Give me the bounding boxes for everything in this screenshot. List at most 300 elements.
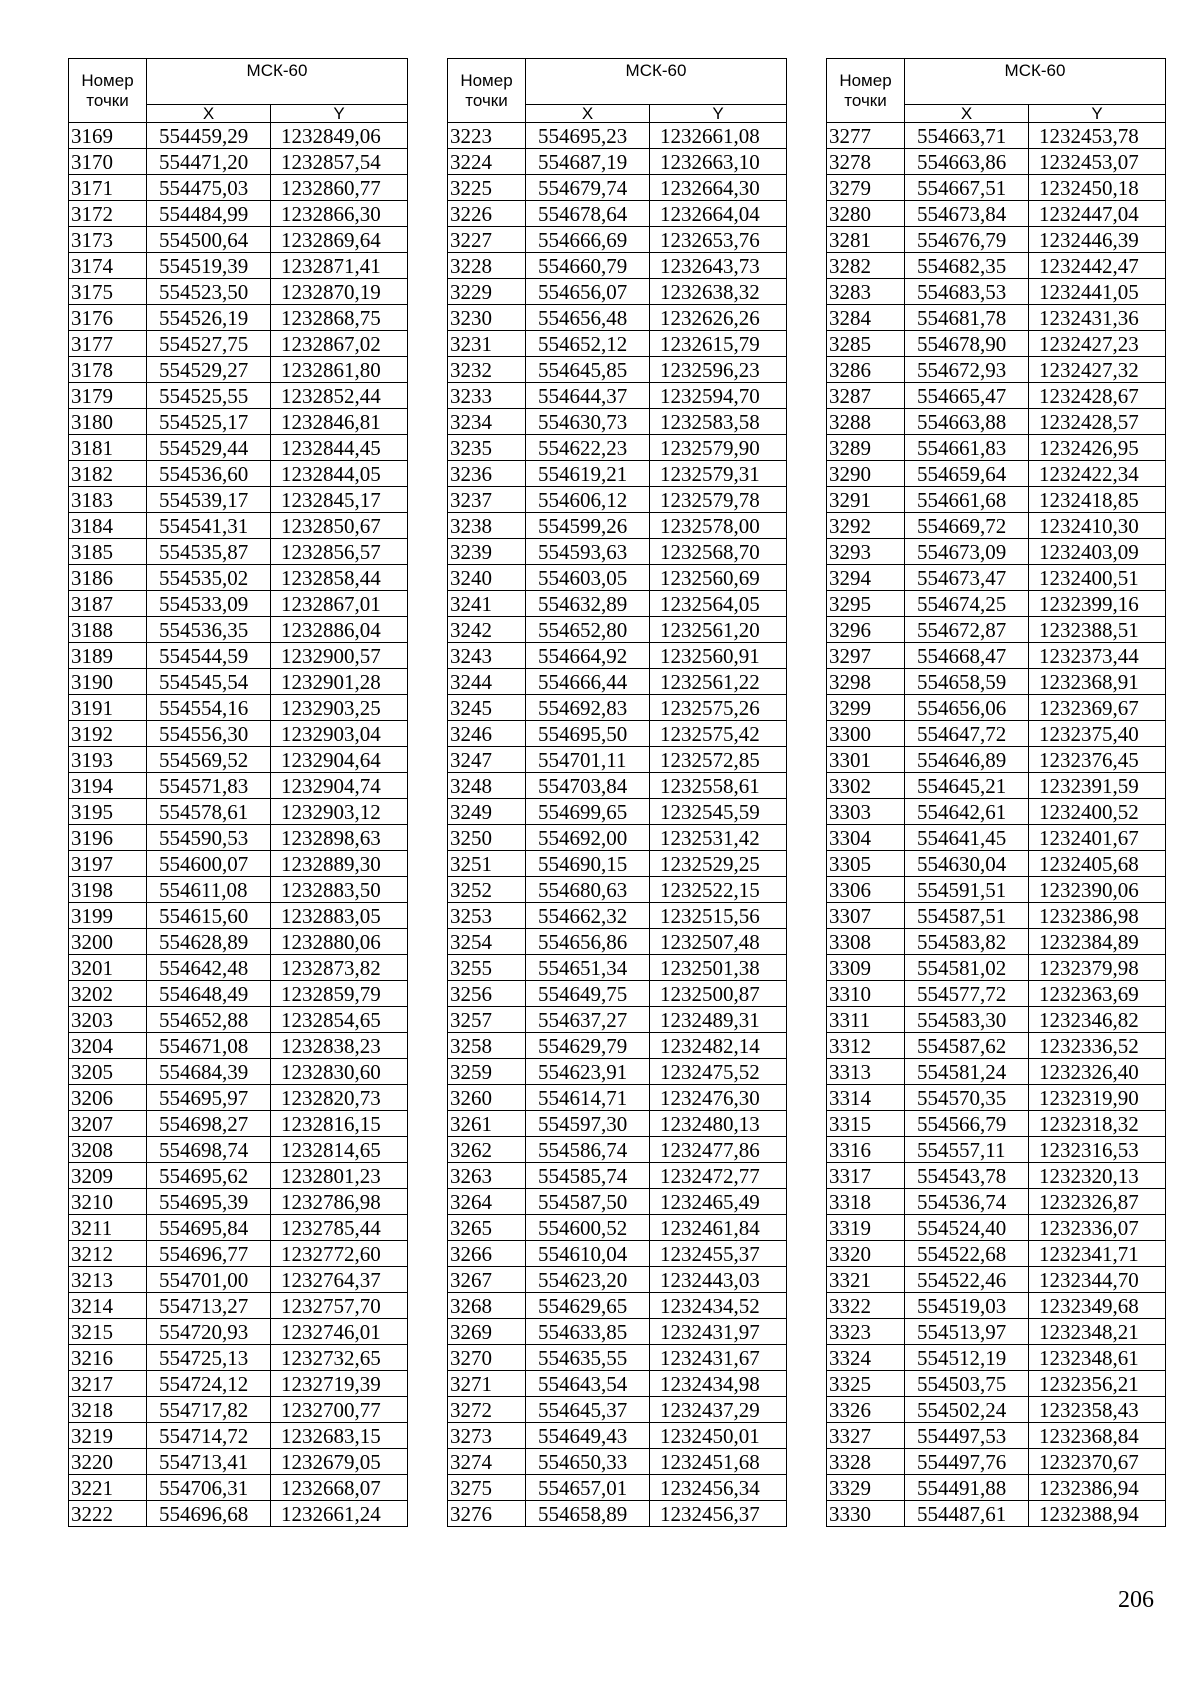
table-row <box>69 1345 408 1371</box>
table-row <box>448 331 787 357</box>
x-coordinate-cell: 554585,74 <box>526 1163 650 1189</box>
x-coordinate-cell: 554678,64 <box>526 201 650 227</box>
x-coordinate-cell: 554663,86 <box>905 149 1029 175</box>
x-coordinate-cell: 554643,54 <box>526 1371 650 1397</box>
point-number-cell: 3290 <box>827 461 905 487</box>
point-number-cell: 3300 <box>827 721 905 747</box>
coordinates-table-3 <box>826 58 1166 1527</box>
x-coordinate-cell: 554491,88 <box>905 1475 1029 1501</box>
y-coordinate-cell: 1232348,21 <box>1029 1319 1166 1345</box>
table-row <box>827 1475 1166 1501</box>
table-row <box>448 825 787 851</box>
x-coordinate-cell: 554569,52 <box>147 747 271 773</box>
table-row <box>69 851 408 877</box>
point-number-cell: 3328 <box>827 1449 905 1475</box>
x-coordinate-cell: 554586,74 <box>526 1137 650 1163</box>
table-row <box>69 513 408 539</box>
table-row <box>448 1189 787 1215</box>
y-coordinate-cell: 1232904,64 <box>271 747 408 773</box>
table-row <box>448 201 787 227</box>
table-row <box>827 695 1166 721</box>
x-coordinate-cell: 554536,60 <box>147 461 271 487</box>
x-coordinate-cell: 554619,21 <box>526 461 650 487</box>
y-coordinate-cell: 1232583,58 <box>650 409 787 435</box>
y-coordinate-cell: 1232820,73 <box>271 1085 408 1111</box>
x-coordinate-cell: 554651,34 <box>526 955 650 981</box>
x-coordinate-cell: 554529,44 <box>147 435 271 461</box>
point-number-cell: 3228 <box>448 253 526 279</box>
table-row <box>448 1007 787 1033</box>
table-row <box>448 1033 787 1059</box>
x-coordinate-cell: 554695,62 <box>147 1163 271 1189</box>
table-row <box>448 591 787 617</box>
y-coordinate-cell: 1232700,77 <box>271 1397 408 1423</box>
y-coordinate-cell: 1232560,91 <box>650 643 787 669</box>
y-coordinate-cell: 1232838,23 <box>271 1033 408 1059</box>
y-coordinate-cell: 1232568,70 <box>650 539 787 565</box>
y-coordinate-cell: 1232772,60 <box>271 1241 408 1267</box>
x-coordinate-cell: 554600,52 <box>526 1215 650 1241</box>
y-coordinate-cell: 1232545,59 <box>650 799 787 825</box>
table-row <box>827 279 1166 305</box>
crs-header: МСК-60 <box>905 59 1166 105</box>
table-row <box>69 123 408 149</box>
point-number-cell: 3199 <box>69 903 147 929</box>
table-row <box>827 1033 1166 1059</box>
y-coordinate-cell: 1232472,77 <box>650 1163 787 1189</box>
x-coordinate-cell: 554659,64 <box>905 461 1029 487</box>
table-row <box>69 149 408 175</box>
y-coordinate-cell: 1232500,87 <box>650 981 787 1007</box>
y-coordinate-cell: 1232871,41 <box>271 253 408 279</box>
y-coordinate-cell: 1232880,06 <box>271 929 408 955</box>
x-coordinate-cell: 554656,06 <box>905 695 1029 721</box>
table-row <box>827 955 1166 981</box>
x-coordinate-cell: 554635,55 <box>526 1345 650 1371</box>
point-number-cell: 3220 <box>69 1449 147 1475</box>
table-row <box>69 1423 408 1449</box>
x-coordinate-cell: 554637,27 <box>526 1007 650 1033</box>
point-number-cell: 3309 <box>827 955 905 981</box>
point-number-cell: 3219 <box>69 1423 147 1449</box>
point-number-cell: 3179 <box>69 383 147 409</box>
x-coordinate-cell: 554628,89 <box>147 929 271 955</box>
y-coordinate-cell: 1232455,37 <box>650 1241 787 1267</box>
x-coordinate-cell: 554590,53 <box>147 825 271 851</box>
table-row <box>448 721 787 747</box>
table-row <box>827 1397 1166 1423</box>
table-row <box>448 903 787 929</box>
table-row <box>827 435 1166 461</box>
table-row <box>69 279 408 305</box>
point-number-cell: 3299 <box>827 695 905 721</box>
y-coordinate-cell: 1232814,65 <box>271 1137 408 1163</box>
x-coordinate-cell: 554513,97 <box>905 1319 1029 1345</box>
point-number-cell: 3249 <box>448 799 526 825</box>
y-coordinate-cell: 1232844,05 <box>271 461 408 487</box>
point-number-cell: 3197 <box>69 851 147 877</box>
y-coordinate-cell: 1232561,22 <box>650 669 787 695</box>
x-coordinate-cell: 554678,90 <box>905 331 1029 357</box>
point-number-cell: 3244 <box>448 669 526 695</box>
table-row <box>69 1241 408 1267</box>
table-row <box>827 1189 1166 1215</box>
point-number-cell: 3222 <box>69 1501 147 1527</box>
point-number-cell: 3223 <box>448 123 526 149</box>
y-coordinate-cell: 1232903,12 <box>271 799 408 825</box>
y-coordinate-cell: 1232830,60 <box>271 1059 408 1085</box>
point-number-cell: 3265 <box>448 1215 526 1241</box>
table-row <box>448 851 787 877</box>
table-row <box>827 617 1166 643</box>
x-coordinate-cell: 554583,30 <box>905 1007 1029 1033</box>
x-coordinate-cell: 554642,48 <box>147 955 271 981</box>
y-coordinate-cell: 1232426,95 <box>1029 435 1166 461</box>
y-coordinate-cell: 1232456,34 <box>650 1475 787 1501</box>
y-coordinate-cell: 1232410,30 <box>1029 513 1166 539</box>
table-row <box>69 1189 408 1215</box>
y-coordinate-cell: 1232431,67 <box>650 1345 787 1371</box>
x-coordinate-cell: 554581,02 <box>905 955 1029 981</box>
table-row <box>827 539 1166 565</box>
point-number-cell: 3218 <box>69 1397 147 1423</box>
point-number-cell: 3212 <box>69 1241 147 1267</box>
x-coordinate-cell: 554673,09 <box>905 539 1029 565</box>
x-coordinate-cell: 554587,62 <box>905 1033 1029 1059</box>
table-row <box>69 773 408 799</box>
table-row <box>69 591 408 617</box>
point-number-cell: 3251 <box>448 851 526 877</box>
table-row <box>69 305 408 331</box>
point-number-cell: 3211 <box>69 1215 147 1241</box>
x-coordinate-cell: 554611,08 <box>147 877 271 903</box>
y-coordinate-cell: 1232861,80 <box>271 357 408 383</box>
table-row <box>69 331 408 357</box>
point-number-cell: 3319 <box>827 1215 905 1241</box>
point-number-cell: 3286 <box>827 357 905 383</box>
x-coordinate-cell: 554703,84 <box>526 773 650 799</box>
x-coordinate-cell: 554644,37 <box>526 383 650 409</box>
x-coordinate-cell: 554630,73 <box>526 409 650 435</box>
table-row <box>448 227 787 253</box>
y-header: Y <box>650 105 787 123</box>
y-coordinate-cell: 1232390,06 <box>1029 877 1166 903</box>
point-number-cell: 3241 <box>448 591 526 617</box>
x-coordinate-cell: 554666,69 <box>526 227 650 253</box>
table-row <box>827 877 1166 903</box>
table-row <box>827 201 1166 227</box>
table-row <box>448 1267 787 1293</box>
y-coordinate-cell: 1232515,56 <box>650 903 787 929</box>
x-coordinate-cell: 554545,54 <box>147 669 271 695</box>
point-number-cell: 3278 <box>827 149 905 175</box>
table-row <box>69 1293 408 1319</box>
x-coordinate-cell: 554724,12 <box>147 1371 271 1397</box>
x-coordinate-cell: 554533,09 <box>147 591 271 617</box>
x-coordinate-cell: 554648,49 <box>147 981 271 1007</box>
y-coordinate-cell: 1232845,17 <box>271 487 408 513</box>
point-number-cell: 3267 <box>448 1267 526 1293</box>
y-coordinate-cell: 1232846,81 <box>271 409 408 435</box>
point-number-cell: 3320 <box>827 1241 905 1267</box>
y-coordinate-cell: 1232732,65 <box>271 1345 408 1371</box>
y-coordinate-cell: 1232476,30 <box>650 1085 787 1111</box>
point-number-cell: 3282 <box>827 253 905 279</box>
y-coordinate-cell: 1232615,79 <box>650 331 787 357</box>
x-coordinate-cell: 554512,19 <box>905 1345 1029 1371</box>
x-coordinate-cell: 554672,87 <box>905 617 1029 643</box>
point-number-cell: 3221 <box>69 1475 147 1501</box>
point-number-cell: 3184 <box>69 513 147 539</box>
x-coordinate-cell: 554623,91 <box>526 1059 650 1085</box>
x-coordinate-cell: 554698,74 <box>147 1137 271 1163</box>
x-coordinate-cell: 554459,29 <box>147 123 271 149</box>
table-row <box>448 617 787 643</box>
point-number-cell: 3280 <box>827 201 905 227</box>
y-coordinate-cell: 1232579,31 <box>650 461 787 487</box>
point-number-cell: 3277 <box>827 123 905 149</box>
x-coordinate-cell: 554641,45 <box>905 825 1029 851</box>
y-coordinate-cell: 1232431,97 <box>650 1319 787 1345</box>
point-number-cell: 3204 <box>69 1033 147 1059</box>
x-coordinate-cell: 554523,50 <box>147 279 271 305</box>
table-row <box>827 643 1166 669</box>
x-coordinate-cell: 554665,47 <box>905 383 1029 409</box>
x-coordinate-cell: 554674,25 <box>905 591 1029 617</box>
table-row <box>69 227 408 253</box>
table-row <box>448 383 787 409</box>
table-body <box>448 123 787 1527</box>
table-row <box>448 409 787 435</box>
table-row <box>827 1345 1166 1371</box>
point-number-cell: 3272 <box>448 1397 526 1423</box>
x-coordinate-cell: 554713,41 <box>147 1449 271 1475</box>
y-coordinate-cell: 1232442,47 <box>1029 253 1166 279</box>
x-coordinate-cell: 554527,75 <box>147 331 271 357</box>
y-coordinate-cell: 1232561,20 <box>650 617 787 643</box>
x-coordinate-cell: 554571,83 <box>147 773 271 799</box>
point-number-cell: 3318 <box>827 1189 905 1215</box>
point-number-cell: 3304 <box>827 825 905 851</box>
point-number-cell: 3312 <box>827 1033 905 1059</box>
y-coordinate-cell: 1232898,63 <box>271 825 408 851</box>
table-row <box>69 695 408 721</box>
point-number-cell: 3257 <box>448 1007 526 1033</box>
y-coordinate-cell: 1232431,36 <box>1029 305 1166 331</box>
y-coordinate-cell: 1232883,50 <box>271 877 408 903</box>
point-number-cell: 3291 <box>827 487 905 513</box>
point-number-cell: 3275 <box>448 1475 526 1501</box>
x-coordinate-cell: 554525,55 <box>147 383 271 409</box>
x-coordinate-cell: 554666,44 <box>526 669 650 695</box>
y-coordinate-cell: 1232558,61 <box>650 773 787 799</box>
y-coordinate-cell: 1232564,05 <box>650 591 787 617</box>
table-row <box>69 747 408 773</box>
table-row <box>827 747 1166 773</box>
y-coordinate-cell: 1232867,02 <box>271 331 408 357</box>
point-number-cell: 3264 <box>448 1189 526 1215</box>
y-coordinate-cell: 1232375,40 <box>1029 721 1166 747</box>
y-coordinate-cell: 1232399,16 <box>1029 591 1166 617</box>
point-number-cell: 3180 <box>69 409 147 435</box>
point-number-cell: 3321 <box>827 1267 905 1293</box>
x-coordinate-cell: 554667,51 <box>905 175 1029 201</box>
y-coordinate-cell: 1232379,98 <box>1029 955 1166 981</box>
y-coordinate-cell: 1232668,07 <box>271 1475 408 1501</box>
y-coordinate-cell: 1232531,42 <box>650 825 787 851</box>
table-row <box>69 487 408 513</box>
table-row <box>827 1267 1166 1293</box>
y-coordinate-cell: 1232391,59 <box>1029 773 1166 799</box>
x-coordinate-cell: 554656,48 <box>526 305 650 331</box>
point-number-cell: 3176 <box>69 305 147 331</box>
point-number-cell: 3170 <box>69 149 147 175</box>
y-coordinate-cell: 1232904,74 <box>271 773 408 799</box>
point-number-cell: 3173 <box>69 227 147 253</box>
point-number-cell: 3253 <box>448 903 526 929</box>
point-number-cell: 3260 <box>448 1085 526 1111</box>
table-row <box>448 279 787 305</box>
y-coordinate-cell: 1232386,94 <box>1029 1475 1166 1501</box>
point-number-cell: 3213 <box>69 1267 147 1293</box>
x-coordinate-cell: 554525,17 <box>147 409 271 435</box>
x-coordinate-cell: 554663,88 <box>905 409 1029 435</box>
table-row <box>448 747 787 773</box>
table-row <box>69 565 408 591</box>
y-coordinate-cell: 1232368,91 <box>1029 669 1166 695</box>
y-coordinate-cell: 1232844,45 <box>271 435 408 461</box>
x-coordinate-cell: 554695,97 <box>147 1085 271 1111</box>
x-coordinate-cell: 554593,63 <box>526 539 650 565</box>
x-coordinate-cell: 554652,12 <box>526 331 650 357</box>
y-coordinate-cell: 1232578,00 <box>650 513 787 539</box>
y-coordinate-cell: 1232369,67 <box>1029 695 1166 721</box>
table-row <box>69 1267 408 1293</box>
table-row <box>69 1215 408 1241</box>
point-number-cell: 3325 <box>827 1371 905 1397</box>
x-coordinate-cell: 554680,63 <box>526 877 650 903</box>
y-coordinate-cell: 1232663,10 <box>650 149 787 175</box>
point-number-cell: 3224 <box>448 149 526 175</box>
table-row <box>69 721 408 747</box>
x-coordinate-cell: 554658,89 <box>526 1501 650 1527</box>
point-number-cell: 3266 <box>448 1241 526 1267</box>
y-coordinate-cell: 1232575,26 <box>650 695 787 721</box>
point-number-cell: 3315 <box>827 1111 905 1137</box>
point-number-cell: 3209 <box>69 1163 147 1189</box>
y-coordinate-cell: 1232596,23 <box>650 357 787 383</box>
y-coordinate-cell: 1232384,89 <box>1029 929 1166 955</box>
point-number-cell: 3269 <box>448 1319 526 1345</box>
point-number-cell: 3182 <box>69 461 147 487</box>
y-coordinate-cell: 1232560,69 <box>650 565 787 591</box>
x-coordinate-cell: 554684,39 <box>147 1059 271 1085</box>
point-number-cell: 3305 <box>827 851 905 877</box>
table-row <box>69 903 408 929</box>
point-number-cell: 3250 <box>448 825 526 851</box>
y-coordinate-cell: 1232418,85 <box>1029 487 1166 513</box>
x-coordinate-cell: 554623,20 <box>526 1267 650 1293</box>
table-row <box>69 981 408 1007</box>
y-coordinate-cell: 1232643,73 <box>650 253 787 279</box>
x-coordinate-cell: 554591,51 <box>905 877 1029 903</box>
point-number-cell: 3330 <box>827 1501 905 1527</box>
y-coordinate-cell: 1232437,29 <box>650 1397 787 1423</box>
y-coordinate-cell: 1232405,68 <box>1029 851 1166 877</box>
point-number-cell: 3229 <box>448 279 526 305</box>
point-number-cell: 3270 <box>448 1345 526 1371</box>
x-coordinate-cell: 554642,61 <box>905 799 1029 825</box>
y-coordinate-cell: 1232316,53 <box>1029 1137 1166 1163</box>
point-number-cell: 3175 <box>69 279 147 305</box>
point-number-cell: 3247 <box>448 747 526 773</box>
y-coordinate-cell: 1232319,90 <box>1029 1085 1166 1111</box>
table-row <box>827 825 1166 851</box>
table-row <box>827 851 1166 877</box>
y-coordinate-cell: 1232475,52 <box>650 1059 787 1085</box>
x-coordinate-cell: 554577,72 <box>905 981 1029 1007</box>
x-coordinate-cell: 554668,47 <box>905 643 1029 669</box>
x-coordinate-cell: 554583,82 <box>905 929 1029 955</box>
x-coordinate-cell: 554645,37 <box>526 1397 650 1423</box>
x-coordinate-cell: 554649,75 <box>526 981 650 1007</box>
table-row <box>827 1163 1166 1189</box>
x-coordinate-cell: 554725,13 <box>147 1345 271 1371</box>
x-coordinate-cell: 554544,59 <box>147 643 271 669</box>
x-coordinate-cell: 554633,85 <box>526 1319 650 1345</box>
y-coordinate-cell: 1232446,39 <box>1029 227 1166 253</box>
x-coordinate-cell: 554720,93 <box>147 1319 271 1345</box>
y-coordinate-cell: 1232867,01 <box>271 591 408 617</box>
y-coordinate-cell: 1232428,67 <box>1029 383 1166 409</box>
point-number-cell: 3329 <box>827 1475 905 1501</box>
x-coordinate-cell: 554471,20 <box>147 149 271 175</box>
y-coordinate-cell: 1232388,94 <box>1029 1501 1166 1527</box>
x-coordinate-cell: 554695,39 <box>147 1189 271 1215</box>
y-coordinate-cell: 1232358,43 <box>1029 1397 1166 1423</box>
y-coordinate-cell: 1232764,37 <box>271 1267 408 1293</box>
table-row <box>69 175 408 201</box>
table-row <box>827 357 1166 383</box>
table-row <box>827 799 1166 825</box>
table-row <box>448 1293 787 1319</box>
point-number-cell: 3298 <box>827 669 905 695</box>
table-row <box>827 1449 1166 1475</box>
point-number-cell: 3235 <box>448 435 526 461</box>
y-coordinate-cell: 1232477,86 <box>650 1137 787 1163</box>
x-coordinate-cell: 554566,79 <box>905 1111 1029 1137</box>
x-coordinate-cell: 554656,07 <box>526 279 650 305</box>
x-coordinate-cell: 554682,35 <box>905 253 1029 279</box>
y-coordinate-cell: 1232326,87 <box>1029 1189 1166 1215</box>
y-coordinate-cell: 1232849,06 <box>271 123 408 149</box>
point-number-cell: 3311 <box>827 1007 905 1033</box>
table-row <box>448 1423 787 1449</box>
x-coordinate-cell: 554690,15 <box>526 851 650 877</box>
crs-header: МСК-60 <box>147 59 408 105</box>
table-row <box>448 669 787 695</box>
point-number-cell: 3214 <box>69 1293 147 1319</box>
table-row <box>448 1163 787 1189</box>
table-row <box>69 1397 408 1423</box>
x-coordinate-cell: 554645,85 <box>526 357 650 383</box>
y-coordinate-cell: 1232638,32 <box>650 279 787 305</box>
y-coordinate-cell: 1232903,04 <box>271 721 408 747</box>
point-number-cell: 3326 <box>827 1397 905 1423</box>
x-coordinate-cell: 554681,78 <box>905 305 1029 331</box>
x-coordinate-cell: 554600,07 <box>147 851 271 877</box>
y-coordinate-cell: 1232400,51 <box>1029 565 1166 591</box>
